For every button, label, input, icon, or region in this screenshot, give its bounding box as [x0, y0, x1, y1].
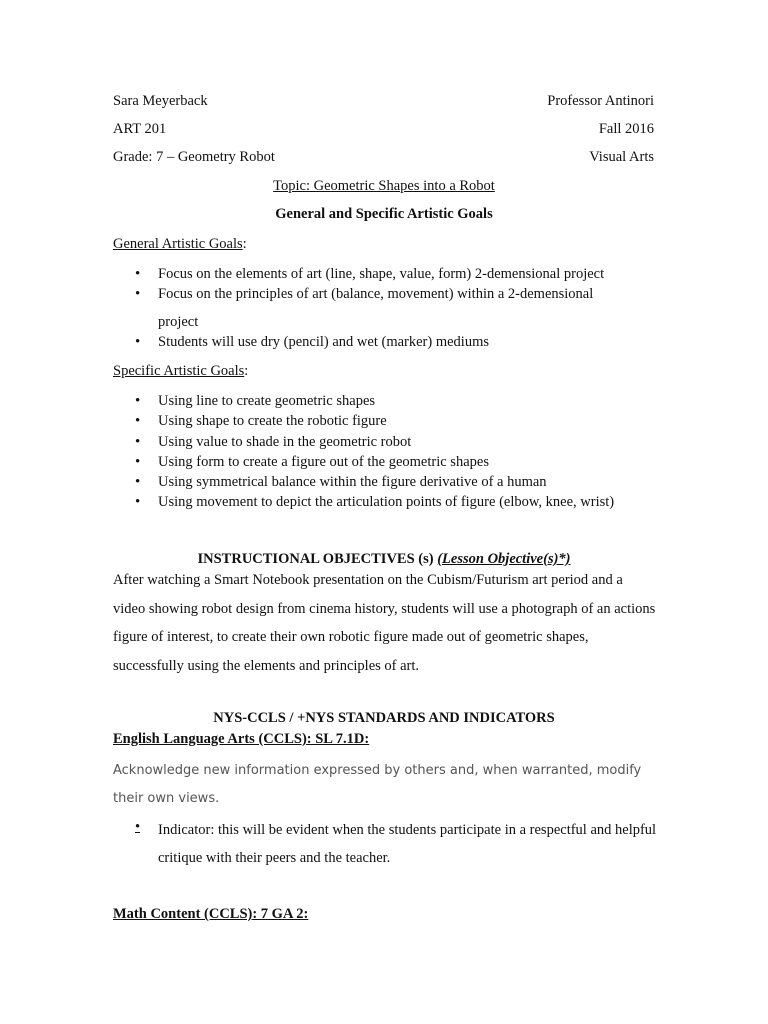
standards-heading: NYS-CCLS / +NYS STANDARDS AND INDICATORS	[213, 710, 555, 726]
list-item	[113, 432, 614, 452]
indicator-bullet	[135, 816, 158, 838]
goals-heading: General and Specific Artistic Goals	[275, 206, 493, 222]
list-item	[113, 492, 614, 512]
objectives-paragraph: After watching a Smart Notebook presentation on the Cubism/Futurism art period and a video showing robot design from cinema history, students will use a photograph of an actions figure of interest, to create their own robotic figure made out of geometric shapes, successfully using the elements and principles of art.	[113, 572, 656, 674]
objectives-heading-italic: (Lesson Objective(s)*)	[437, 551, 571, 567]
list-item	[113, 411, 614, 431]
topic-text: Topic: Geometric Shapes into a Robot	[273, 178, 495, 194]
specific-goal-text: Using value to shade in the geometric robot	[158, 433, 412, 450]
general-goals-list	[113, 264, 604, 352]
subject: Visual Arts	[589, 149, 654, 165]
topic-title	[0, 178, 768, 195]
student-name: Sara Meyerback	[113, 93, 208, 109]
bullet-icon: •	[135, 819, 141, 835]
ela-heading: English Language Arts (CCLS): SL 7.1D:	[113, 731, 370, 747]
professor-name: Professor Antinori	[547, 93, 654, 109]
general-goals-colon: :	[242, 236, 247, 252]
course-code: ART 201	[113, 121, 167, 137]
general-goal-text: Students will use dry (pencil) and wet (marker) mediums	[158, 333, 490, 350]
list-item	[113, 284, 604, 332]
specific-goal-text: Using shape to create the robotic figure	[158, 413, 387, 430]
specific-goals-list	[113, 391, 614, 513]
term: Fall 2016	[598, 121, 654, 137]
specific-goal-text: Using movement to depict the articulation points of figure (elbow, knee, wrist)	[158, 494, 615, 511]
math-heading: Math Content (CCLS): 7 GA 2:	[113, 906, 309, 922]
list-item	[113, 264, 604, 284]
list-item	[113, 452, 614, 472]
objectives-heading-text: INSTRUCTIONAL OBJECTIVES (s)	[197, 551, 438, 567]
general-goals-label-text: General Artistic Goals	[113, 236, 243, 252]
grade-line: Grade: 7 – Geometry Robot	[113, 149, 275, 165]
list-item	[113, 391, 614, 411]
specific-goal-text: Using form to create a figure out of the geometric shapes	[158, 453, 489, 470]
list-item	[113, 332, 604, 352]
general-goal-text: Focus on the elements of art (line, shape, value, form) 2-demensional project	[158, 266, 605, 282]
specific-goals-colon: :	[244, 363, 249, 379]
specific-goal-text: Using line to create geometric shapes	[158, 393, 376, 409]
general-goal-text: Focus on the principles of art (balance, movement) within a 2-demensional	[158, 286, 594, 303]
general-goals-label	[113, 236, 247, 253]
specific-goal-text: Using symmetrical balance within the figure derivative of a human	[158, 474, 547, 491]
specific-goals-label-text: Specific Artistic Goals	[113, 363, 245, 379]
list-item	[113, 472, 614, 492]
indicator-text: Indicator: this will be evident when the students participate in a respectful and helpful critique with their peers and the teacher.	[158, 822, 657, 866]
specific-goals-label	[113, 363, 248, 380]
ela-standard-text: Acknowledge new information expressed by others and, when warranted, modify their own views.	[113, 763, 642, 806]
general-goal-continuation: project	[158, 313, 199, 330]
